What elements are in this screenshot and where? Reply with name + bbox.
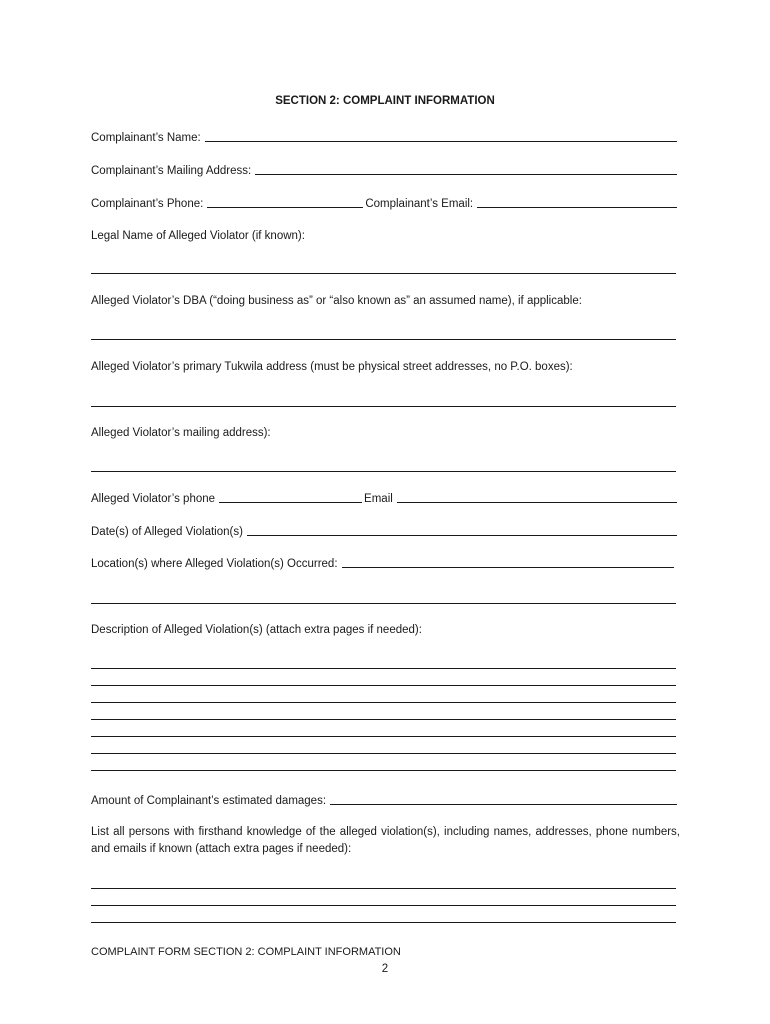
violation-description-line[interactable]	[91, 770, 676, 771]
section-title: SECTION 2: COMPLAINT INFORMATION	[275, 95, 495, 107]
violator-email-label: Email	[364, 493, 393, 505]
complainant-name-field[interactable]	[205, 130, 677, 142]
complainant-phone-field[interactable]	[207, 196, 363, 208]
complainant-name-row	[91, 130, 679, 144]
violator-contact-row	[91, 491, 679, 505]
complainant-name-label: Complainant’s Name:	[91, 132, 201, 144]
complainant-email-label: Complainant’s Email:	[365, 198, 474, 210]
violation-locations-field[interactable]	[342, 556, 674, 568]
violation-locations-line[interactable]	[91, 603, 676, 604]
violator-legal-name-label: Legal Name of Alleged Violator (if known):	[91, 230, 305, 242]
damages-field[interactable]	[330, 793, 677, 805]
page-footer: COMPLAINT FORM SECTION 2: COMPLAINT INFORMATION	[91, 946, 401, 958]
damages-row	[91, 793, 679, 807]
violation-description-line[interactable]	[91, 753, 676, 754]
page-number: 2	[381, 963, 389, 975]
violator-dba-line[interactable]	[91, 339, 676, 340]
violator-phone-label: Alleged Violator’s phone	[91, 493, 216, 505]
violation-description-line[interactable]	[91, 719, 676, 720]
complainant-email-field[interactable]	[477, 196, 677, 208]
violator-legal-name-line[interactable]	[91, 273, 676, 274]
complainant-phone-label: Complainant’s Phone:	[91, 198, 204, 210]
complainant-mailing-label: Complainant’s Mailing Address:	[91, 165, 252, 177]
violator-mailing-label: Alleged Violator’s mailing address):	[91, 427, 271, 439]
violator-phone-field[interactable]	[219, 491, 362, 503]
witnesses-line[interactable]	[91, 922, 676, 923]
violation-description-line[interactable]	[91, 736, 676, 737]
complainant-mailing-row	[91, 163, 679, 177]
violation-description-line[interactable]	[91, 702, 676, 703]
violation-description-line[interactable]	[91, 668, 676, 669]
violation-dates-field[interactable]	[247, 524, 677, 536]
violator-mailing-line[interactable]	[91, 471, 676, 472]
violation-description-line[interactable]	[91, 685, 676, 686]
damages-label: Amount of Complainant’s estimated damages:	[91, 795, 327, 807]
complainant-contact-row	[91, 196, 679, 210]
witnesses-line[interactable]	[91, 905, 676, 906]
violation-dates-row	[91, 524, 679, 538]
witnesses-label: List all persons with firsthand knowledge of the alleged violation(s), including names, addresses, phone numbers, and emails if known (attach extra pages if needed):	[91, 826, 680, 855]
violator-primary-address-label: Alleged Violator’s primary Tukwila address (must be physical street addresses, no P.O. boxes):	[91, 361, 573, 373]
violation-description-label: Description of Alleged Violation(s) (attach extra pages if needed):	[91, 624, 422, 636]
violation-locations-row	[91, 556, 676, 570]
complainant-mailing-field[interactable]	[255, 163, 677, 175]
witnesses-line[interactable]	[91, 888, 676, 889]
violator-dba-label: Alleged Violator’s DBA (“doing business as” or “also known as” an assumed name), if applicable:	[91, 295, 582, 307]
violator-email-field[interactable]	[397, 491, 677, 503]
violator-primary-address-line[interactable]	[91, 406, 676, 407]
violation-dates-label: Date(s) of Alleged Violation(s)	[91, 526, 243, 538]
violation-locations-label: Location(s) where Alleged Violation(s) Occurred:	[91, 558, 338, 570]
